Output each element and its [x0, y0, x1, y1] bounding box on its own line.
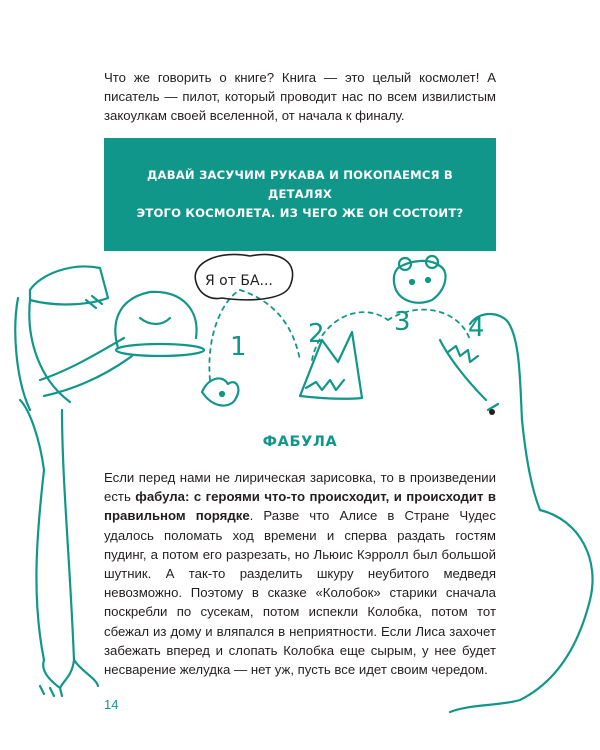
hare-figure — [202, 378, 238, 405]
kolobok-on-plate — [115, 292, 204, 356]
body-text-part-1: Если перед нами не лирическая зарисовка, то в произведении есть — [104, 470, 496, 505]
page-number: 14 — [104, 697, 119, 712]
step-number-4: 4 — [468, 313, 485, 343]
callout-line-1: ДАВАЙ ЗАСУЧИМ РУКАВА И ПОКОПАЕМСЯ В ДЕТАЛЯХ — [147, 168, 453, 201]
speech-bubble-text: Я от БА... — [205, 273, 273, 289]
callout-line-2: ЭТОГО КОСМОЛЕТА. ИЗ ЧЕГО ЖЕ ОН СОСТОИТ? — [136, 206, 464, 220]
step-number-2: 2 — [308, 319, 325, 349]
bear-figure — [394, 256, 446, 303]
body-text-bold: фабула: с героями что-то происходит, и происходит в правильном порядке — [104, 489, 496, 524]
body-paragraph — [104, 468, 496, 679]
body-text-part-2: . Разве что Алисе в Стране Чудес удалось поломать ход времени и сперва раздать гостям пудинг, а потом его разрезать, но Льюис Кэрролл был большой шутник. А так-то разделить шкуру неубитого медведя невозможно. Поэтому в сказке «Колобок» старики сначала поскребли по сусекам, потом испекли Колобка, потом тот сбежал из дому и вляпался в неприятности. Если Лиса захочет забежать вперед и слопать Колобка еще сырым, у нее будет несварение желудка — нет уж, пусть все идет своим чередом. — [104, 508, 496, 678]
section-title: ФАБУЛА — [262, 434, 338, 450]
intro-paragraph: Что же говорить о книге? Книга — это целый космолет! А писатель — пилот, который проводит нас по всем извилистым закоулкам своей вселенной, от начала к финалу. — [104, 70, 496, 123]
step-number-1: 1 — [230, 332, 247, 362]
step-number-3: 3 — [394, 307, 411, 337]
jump-trajectory — [209, 290, 470, 380]
